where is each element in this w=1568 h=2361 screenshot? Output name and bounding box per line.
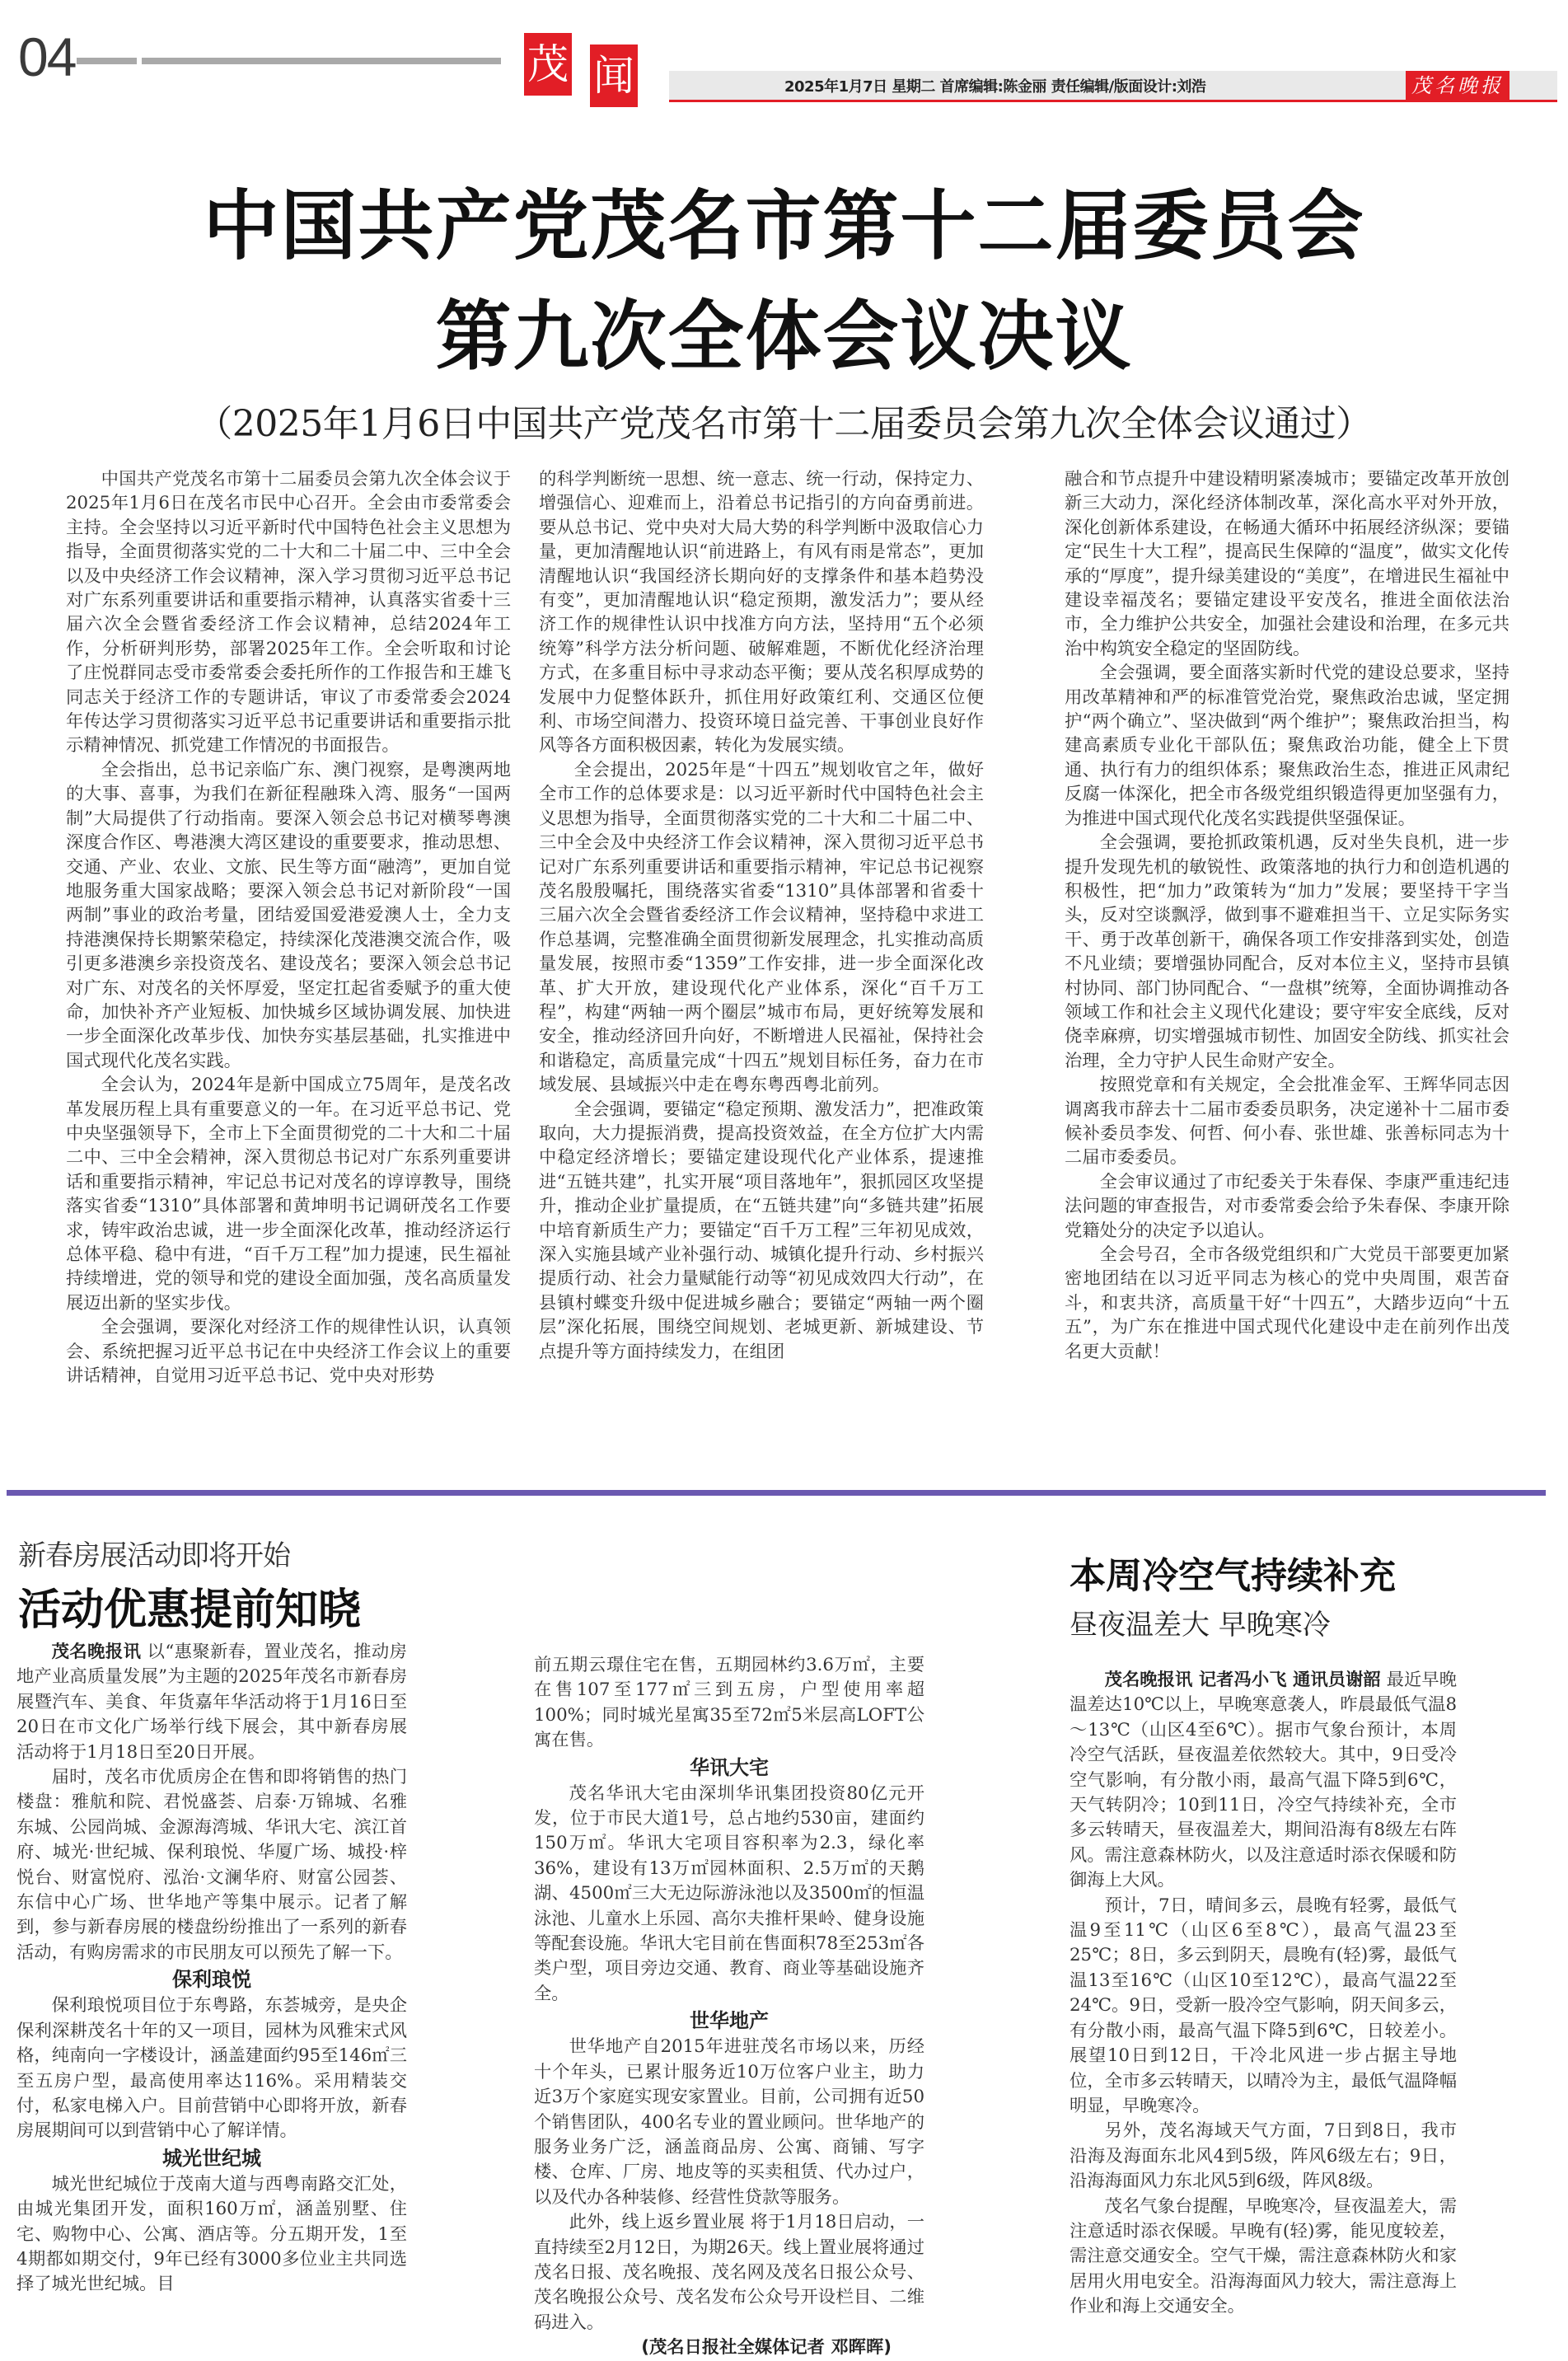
main-article-column-2 xyxy=(539,467,984,1364)
header-rule xyxy=(142,58,501,64)
paragraph: 另外，茂名海域天气方面，7日到8日，我市沿海及海面东北风4到5级，阵风6级左右；9日，沿海海面风力东北风5到6级，阵风8级。 xyxy=(1070,2120,1457,2192)
weather-subheadline: 昼夜温差大 早晚寒冷 xyxy=(1070,1609,1331,1642)
dateline: 茂名晚报讯 记者冯小飞 通讯员谢韶 xyxy=(1104,1670,1381,1690)
paragraph: 城光世纪城位于茂南大道与西粤南路交汇处，由城光集团开发，面积160万㎡，涵盖别墅、住宅、购物中心、公寓、酒店等。分五期开发，1至4期都如期交付，9年已经有3000多位业主共同选择了城光世纪城。目 xyxy=(16,2173,407,2295)
paragraph: 全会审议通过了市纪委关于朱春保、李康严重违纪违法问题的审查报告，对市委常委会给予朱春保、李康开除党籍处分的决定予以追认。 xyxy=(1065,1171,1509,1241)
paragraph: 预计，7日，晴间多云，晨晚有轻雾，最低气温9至11℃（山区6至8℃），最高气温23至25℃；8日，多云到阴天，晨晚有(轻)雾，最低气温13至16℃（山区10至12℃），最高气温22至24℃。9日，受新一股冷空气影响，阴天间多云，有分散小雨，最高气温下降5到6℃，日较差小。展望10日到12日，干冷北风进一步占据主导地位，全市多云转晴天，以晴冷为主，最低气温降幅明显，早晚寒冷。 xyxy=(1070,1895,1457,2116)
weather-intro xyxy=(1070,1668,1457,1894)
paragraph: 的科学判断统一思想、统一意志、统一行动，保持定力、增强信心、迎难而上，沿着总书记指引的方向奋勇前进。要从总书记、党中央对大局大势的科学判断中汲取信心力量，更加清醒地认识“前进路上，有风有雨是常态”，更加清醒地认识“我国经济长期向好的支撑条件和基本趋势没有变”，更加清醒地认识“稳定预期，激发活力”；要从经济工作的规律性认识中找准方向方法，坚持用“五个必须统筹”科学方法分析问题、破解难题，不断优化经济治理方式，在多重目标中寻求动态平衡；要从茂名积厚成势的发展中力促整体跃升，抓住用好政策红利、交通区位便利、市场空间潜力、投资环境日益完善、干事创业良好作风等各方面积极因素，转化为发展实绩。 xyxy=(539,469,984,757)
intro-text: 以“惠聚新春，置业茂名，推动房地产业高质量发展”为主题的2025年茂名市新春房展暨汽车、美食、年货嘉年华活动将于1月16日至20日在市文化广场举行线下展会，其中新春房展活动将于1月18日至20日开展。 xyxy=(16,1642,407,1763)
main-headline-line-2: 第九次全体会议决议 xyxy=(435,293,1133,381)
housing-intro xyxy=(16,1640,407,1765)
newspaper-logo: 茂名晚报 xyxy=(1406,71,1509,101)
paragraph: 全会提出，2025年是“十四五”规划收官之年，做好全市工作的总体要求是：以习近平新时代中国特色社会主义思想为指导，全面贯彻落实党的二十大和二十届二中、三中全会及中央经济工作会议精神，深入贯彻习近平总书记对广东系列重要讲话和重要指示精神，牢记总书记视察茂名殷殷嘱托，围绕落实省委“1310”具体部署和省委十三届六次全会暨省委经济工作会议精神，坚持稳中求进工作总基调，完整准确全面贯彻新发展理念，扎实推动高质量发展，按照市委“1359”工作安排，进一步全面深化改革、扩大开放，建设现代化产业体系，深化“百千万工程”，构建“两轴一两个圈层”城市布局，更好统筹发展和安全，推动经济回升向好，不断增进人民福祉，保持社会和谐稳定，高质量完成“十四五”规划目标任务，奋力在市域发展、县域振兴中走在粤东粤西粤北前列。 xyxy=(539,759,984,1096)
paragraph: 此外，线上返乡置业展 将于1月18日启动，一直持续至2月12日，为期26天。线上置业展将通过茂名日报、茂名晚报、茂名网及茂名日报公众号、茂名晚报公众号、茂名发布公众号开设栏目、二维码进入。 xyxy=(534,2212,924,2333)
subheading-huaxun: 华讯大宅 xyxy=(690,1755,769,1779)
paragraph: 全会号召，全市各级党组织和广大党员干部要更加紧密地团结在以习近平同志为核心的党中央周围，艰苦奋斗，和衷共济，高质量干好“十四五”，大踏步迈向“十五五”，为广东在推进中国式现代化建设中走在前列作出茂名更大贡献！ xyxy=(1065,1244,1509,1362)
paragraph: 融合和节点提升中建设精明紧凑城市；要锚定改革开放创新三大动力，深化经济体制改革，深化高水平对外开放，深化创新体系建设，在畅通大循环中拓展经济纵深；要锚定“民生十大工程”，提高民生保障的“温度”，做实文化传承的“厚度”，提升绿美建设的“美度”，在增进民生福祉中建设幸福茂名；要锚定建设平安茂名，推进全面依法治市，全力维护公共安全，加强社会建设和治理，在多元共治中构筑安全稳定的坚固防线。 xyxy=(1065,469,1509,659)
subheading-poly: 保利琅悦 xyxy=(172,1968,251,1992)
section-divider xyxy=(7,1490,1546,1496)
housing-column-2 xyxy=(534,1653,924,2361)
paragraph: 保利琅悦项目位于东粤路，东荟城旁，是央企保利深耕茂名十年的又一项目，园林为风雅宋式风格，纯南向一字楼设计，涵盖建面约95至146㎡三至五房户型，最高使用率达116%。采用精装交付，私家电梯入户。目前营销中心即将开放，新春房展期间可以到营销中心了解详情。 xyxy=(16,1995,407,2142)
paragraph: 茂名气象台提醒，早晚寒冷，昼夜温差大，需注意适时添衣保暖。早晚有(轻)雾，能见度较差，需注意交通安全。空气干燥，需注意森林防火和家居用火用电安全。沿海海面风力较大，需注意海上作业和海上交通安全。 xyxy=(1070,2195,1457,2317)
paragraph: 届时，茂名市优质房企在售和即将销售的热门楼盘：雅航和院、君悦盛荟、启泰·万锦城、名雅东城、公园尚城、金源海湾城、华讯大宅、滨江首府、城光·世纪城、保利琅悦、华厦广场、城投·梓悦台、财富悦府、泓治·文澜华府、财富公园荟、东信中心广场、世华地产等集中展示。记者了解到，参与新春房展的楼盘纷纷推出了一系列的新春活动，有购房需求的市民朋友可以预先了解一下。 xyxy=(16,1767,407,1963)
issue-meta: 2025年1月7日 星期二 首席编辑:陈金丽 责任编辑/版面设计:刘浩 xyxy=(784,78,1206,96)
weather-headline: 本周冷空气持续补充 xyxy=(1070,1555,1396,1597)
byline: (茂名日报社全媒体记者 邓晖晖) xyxy=(641,2337,892,2359)
paragraph: 按照党章和有关规定，全会批准金军、王辉华同志因调离我市辞去十二届市委委员职务，决定递补十二届市委候补委员李发、何哲、何小春、张世雄、张善标同志为十二届市委委员。 xyxy=(1065,1075,1509,1169)
paragraph: 茂名华讯大宅由深圳华讯集团投资80亿元开发，位于市民大道1号，总占地约530亩，建面约150万㎡。华讯大宅项目容积率为2.3，绿化率36%，建设有13万㎡园林面积、2.5万㎡的天鹅湖、4500㎡三大无边际游泳池以及3500㎡的恒温泳池、儿童水上乐园、高尔夫推杆果岭、健身设施等配套设施。华讯大宅目前在售面积78至253㎡各类户型，项目旁边交通、教育、商业等基础设施齐全。 xyxy=(534,1782,924,2004)
dateline: 茂名晚报讯 xyxy=(51,1642,142,1662)
paragraph: 前五期云璟住宅在售，五期园林约3.6万㎡，主要在售107至177㎡三到五房，户型使用率超100%；同时城光星寓35至72㎡5米层高LOFT公寓在售。 xyxy=(534,1655,924,1751)
main-subheadline: （2025年1月6日中国共产党茂名市第十二届委员会第九次全体会议通过） xyxy=(196,403,1372,445)
page-number: 04 xyxy=(18,26,76,87)
paragraph: 全会强调，要锚定“稳定预期、激发活力”，把准政策取向，大力提振消费，提高投资效益，在全方位扩大内需中稳定经济增长；要锚定建设现代化产业体系，提速推进“五链共建”，扎实开展“项目落地年”，狠抓园区攻坚提升，推动企业扩量提质，在“五链共建”向“多链共建”拓展中培育新质生产力；要锚定“百千万工程”三年初见成效，深入实施县域产业补强行动、城镇化提升行动、乡村振兴提质行动、社会力量赋能行动等“初见成效四大行动”，在县镇村蝶变升级中促进城乡融合；要锚定“两轴一两个圈层”深化拓展，围绕空间规划、老城更新、新城建设、节点提升等方面持续发力，在组团 xyxy=(539,1099,984,1362)
intro-text: 最近早晚温差达10℃以上，早晚寒意袭人，昨晨最低气温8～13℃（山区4至6℃）。据市气象台预计，本周冷空气活跃，昼夜温差依然较大。其中，9日受冷空气影响，有分散小雨，最高气温下降5到6℃，天气转阴冷；10到11日，冷空气持续补充，全市多云转晴天，昼夜温差大，期间沿海有8级左右阵风。需注意森林防火，以及注意适时添衣保暖和防御海上大风。 xyxy=(1070,1670,1457,1891)
paragraph: 全会强调，要抢抓政策机遇，反对坐失良机，进一步提升发现先机的敏锐性、政策落地的执行力和创造机遇的积极性，把“加力”政策转为“加力”发展；要坚持干字当头，反对空谈飘浮，做到事不避难担当干、立足实际务实干、勇于改革创新干，确保各项工作安排落到实处，创造不凡业绩；要增强协同配合，反对本位主义，坚持市县镇村协同、部门协同配合、“一盘棋”统筹，全面协调推动各领域工作和社会主义现代化建设；要守牢安全底线，反对侥幸麻痹，切实增强城市韧性、加固安全防线、抓实社会治理，全力守护人民生命财产安全。 xyxy=(1065,832,1509,1071)
main-article-column-1 xyxy=(66,467,511,1388)
housing-column-1 xyxy=(16,1640,407,2298)
section-tag-mao: 茂 xyxy=(524,33,572,96)
subheading-shihua: 世华地产 xyxy=(690,2009,769,2033)
main-article-column-3 xyxy=(1065,467,1509,1364)
paragraph: 全会认为，2024年是新中国成立75周年，是茂名改革发展历程上具有重要意义的一年。在习近平总书记、党中央坚强领导下，全市上下全面贯彻党的二十大和二十届二中、三中全会精神，深入贯彻总书记对广东系列重要讲话和重要指示精神，牢记总书记对茂名的谆谆教导，围绕落实省委“1310”具体部署和黄坤明书记调研茂名工作要求，铸牢政治忠诚，进一步全面深化改革，推动经济运行总体平稳、稳中有进，“百千万工程”加力提速，民生福祉持续增进，党的领导和党的建设全面加强，茂名高质量发展迈出新的坚实步伐。 xyxy=(66,1075,511,1314)
main-headline-line-1: 中国共产党茂名市第十二届委员会 xyxy=(203,182,1365,270)
paragraph: 全会指出，总书记亲临广东、澳门视察，是粤澳两地的大事、喜事，为我们在新征程融珠入湾、服务“一国两制”大局提供了行动指南。要深入领会总书记对横琴粤澳深度合作区、粤港澳大湾区建设的重要要求，推动思想、交通、产业、农业、文旅、民生等方面“融湾”，更加自觉地服务重大国家战略；要深入领会总书记对新阶段“一国两制”事业的政治考量，团结爱国爱港爱澳人士，全力支持港澳保持长期繁荣稳定，持续深化茂港澳交流合作，吸引更多港澳乡亲投资茂名、建设茂名；要深入领会总书记对广东、对茂名的关怀厚爱，坚定扛起省委赋予的重大使命，加快补齐产业短板、加快城乡区域协调发展、加快进一步全面深化改革步伐、加快夯实基层基础，扎实推进中国式现代化茂名实践。 xyxy=(66,759,511,1071)
paragraph: 全会强调，要全面落实新时代党的建设总要求，坚持用改革精神和严的标准管党治党，聚焦政治忠诚，坚定拥护“两个确立”、坚决做到“两个维护”；聚焦政治担当，构建高素质专业化干部队伍；聚焦政治功能，健全上下贯通、执行有力的组织体系；聚焦政治生态，推进正风肃纪反腐一体深化，把全市各级党组织锻造得更加坚强有力，为推进中国式现代化茂名实践提供坚强保证。 xyxy=(1065,663,1509,829)
weather-column xyxy=(1070,1668,1457,2320)
paragraph: 全会强调，要深化对经济工作的规律性认识，认真领会、系统把握习近平总书记在中央经济工作会议上的重要讲话精神，自觉用习近平总书记、党中央对形势 xyxy=(66,1317,511,1387)
subheading-chengguang: 城光世纪城 xyxy=(162,2146,261,2170)
section-tag-wen: 闻 xyxy=(590,45,638,107)
paragraph: 世华地产自2015年进驻茂名市场以来，历经十个年头，已累计服务近10万位客户业主，助力近3万个家庭实现安家置业。目前，公司拥有近50个销售团队，400名专业的置业顾问。世华地产的服务业务广泛，涵盖商品房、公寓、商铺、写字楼、仓库、厂房、地皮等的买卖租赁、代办过户，以及代办各种装修、经营性贷款等服务。 xyxy=(534,2036,924,2208)
housing-headline: 活动优惠提前知晓 xyxy=(18,1586,362,1635)
paragraph: 中国共产党茂名市第十二届委员会第九次全体会议于2025年1月6日在茂名市民中心召开。全会由市委常委会主持。全会坚持以习近平新时代中国特色社会主义思想为指导，全面贯彻落实党的二十大和二十届二中、三中全会以及中央经济工作会议精神，深入学习贯彻习近平总书记对广东系列重要讲话和重要指示精神，认真落实省委十三届六次全会暨省委经济工作会议精神，总结2024年工作，分析研判形势，部署2025年工作。全会听取和讨论了庄悦群同志受市委常委会委托所作的工作报告和王雄飞同志关于经济工作的专题讲话，审议了市委常委会2024年传达学习贯彻落实习近平总书记重要讲话和重要指示批示精神情况、抓党建工作情况的书面报告。 xyxy=(66,469,511,757)
housing-kicker: 新春房展活动即将开始 xyxy=(18,1539,290,1572)
